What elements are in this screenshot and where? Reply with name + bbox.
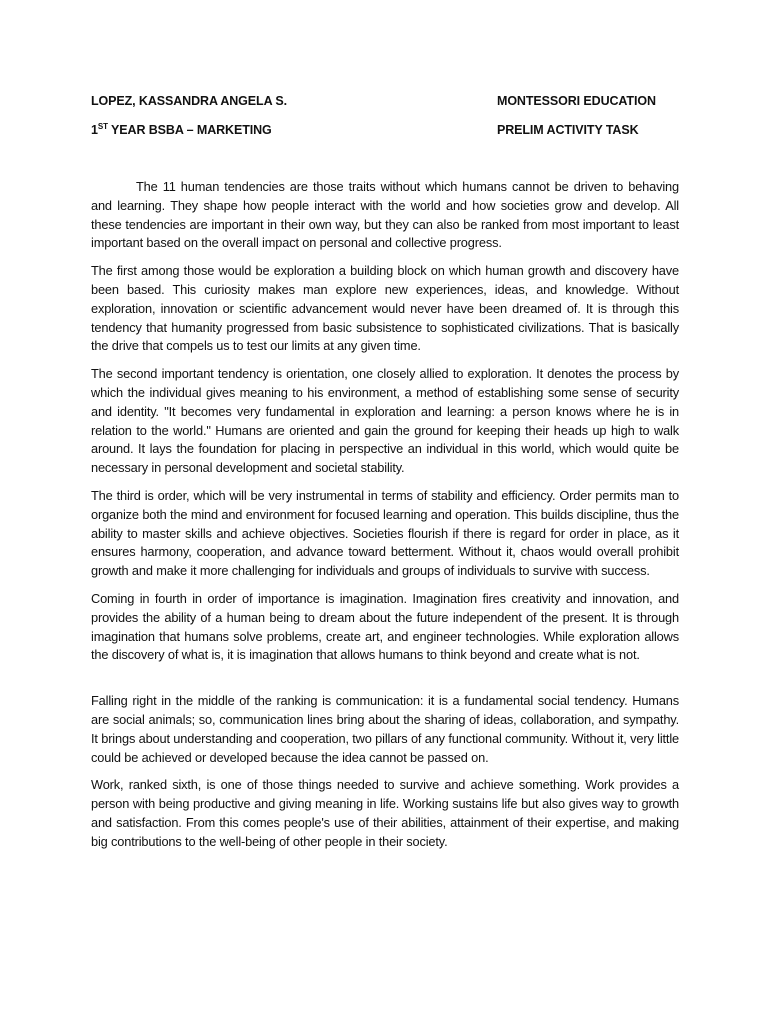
year-suffix: ST bbox=[97, 122, 108, 131]
paragraph-exploration: The first among those would be exploration a building block on which human growth and discovery have been based. This curiosity makes man explore new experiences, ideas, and knowledge. Without exploration, innovation or scientific advancement would never have been dreamed of. It is through this tendency that humanity progressed from basic subsistence to sophisticated civilizations. That is basically the drive that compels us to test our limits at any given time. bbox=[91, 263, 679, 354]
paragraph-intro: The 11 human tendencies are those traits without which humans cannot be driven to behaving and learning. They shape how people interact with the world and how societies grow and develop. All these tendencies are important in their own way, but they can also be ranked from most important to least important based on the overall impact on personal and collective progress. bbox=[91, 179, 679, 251]
task-title: PRELIM ACTIVITY TASK bbox=[497, 123, 639, 137]
paragraph-orientation: The second important tendency is orientation, one closely allied to exploration. It denotes the process by which the individual gives meaning to his environment, a method of establishing some sense of security and identity. "It becomes very fundamental in exploration and learning: a person knows where he is in relation to the world." Humans are oriented and gain the ground for keeping their heads up high to walk around. It lays the foundation for placing in perspective an individual in this world, which would quite be necessary in personal development and societal stability. bbox=[91, 366, 679, 476]
year-program-text: YEAR BSBA – MARKETING bbox=[107, 123, 272, 137]
year-number: 1 bbox=[91, 123, 98, 137]
paragraph-imagination: Coming in fourth in order of importance is imagination. Imagination fires creativity and innovation, and provides the ability of a human being to dream about the future independent of the present. It is through imagination that humans solve problems, create art, and engineer technologies. While exploration allows the discovery of what is, it is imagination that allows humans to think beyond and create what is not. bbox=[91, 590, 679, 663]
course-title: MONTESSORI EDUCATION bbox=[497, 94, 656, 108]
paragraph-work: Work, ranked sixth, is one of those things needed to survive and achieve something. Work provides a person with being productive and giving meaning in life. Working sustains life but also gives way to growth and satisfaction. From this comes people's use of their abilities, attainment of their expertise, and making big contributions to the well-being of other people in their society. bbox=[91, 777, 679, 849]
student-name: LOPEZ, KASSANDRA ANGELA S. bbox=[91, 94, 288, 108]
year-program bbox=[91, 123, 272, 137]
essay-body bbox=[91, 178, 679, 861]
paragraph-order: The third is order, which will be very instrumental in terms of stability and efficiency. Order permits man to organize both the mind and environment for focused learning and operation. This builds discipline, thus the ability to master skills and achieve objectives. Societies flourish if there is regard for order in place, as it ensures harmony, cooperation, and advance toward betterment. Without it, chaos would overall prohibit growth and make it more challenging for individuals and groups of individuals to survive with success. bbox=[91, 487, 679, 579]
paragraph-communication: Falling right in the middle of the ranking is communication: it is a fundamental social tendency. Humans are social animals; so, communication lines bring about the sharing of ideas, collaboration, and sympathy. It brings about understanding and cooperation, two pillars of any functional community. Without it, very little could be achieved or developed because the idea cannot be passed on. bbox=[91, 693, 679, 765]
